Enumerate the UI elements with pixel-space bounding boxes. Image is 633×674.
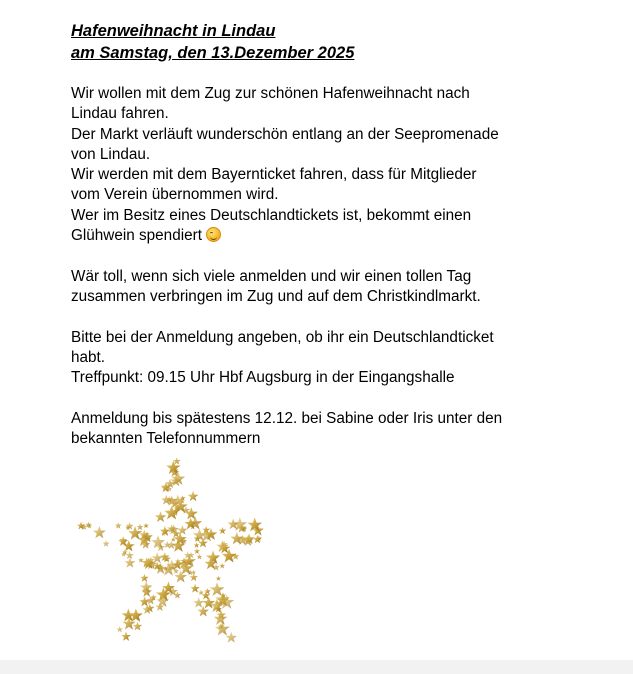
mini-star-icon <box>219 527 227 534</box>
mini-star-icon <box>125 551 133 559</box>
mini-star-icon <box>225 632 237 643</box>
mini-star-icon <box>190 584 199 593</box>
text-line: Anmeldung bis spätestens 12.12. bei Sabine oder Iris unter den <box>71 409 503 427</box>
text-line: von Lindau. <box>71 145 151 163</box>
mini-star-icon <box>193 597 204 607</box>
mini-star-icon <box>194 542 200 547</box>
title-line-1: Hafenweihnacht in Lindau <box>71 22 276 40</box>
mini-star-icon <box>140 574 148 582</box>
text-line: bekannten Telefonnummern <box>71 430 261 448</box>
mini-star-icon <box>139 596 150 606</box>
star-cluster <box>77 457 264 642</box>
title-line-2: am Samstag, den 13.Dezember 2025 <box>71 44 355 62</box>
text-line: zusammen verbringen im Zug und auf dem Christkindlmarkt. <box>71 287 481 305</box>
document-title <box>71 20 354 64</box>
mini-star-icon <box>198 538 208 547</box>
mini-star-icon <box>143 523 149 528</box>
mini-star-icon <box>197 606 209 617</box>
text-line: Bitte bei der Anmeldung angeben, ob ihr ein Deutschlandticket <box>71 328 494 346</box>
mini-star-icon <box>190 573 198 581</box>
document-body <box>71 84 591 470</box>
mini-star-icon <box>194 548 200 554</box>
mini-star-icon <box>253 535 262 543</box>
text-line: Treffpunkt: 09.15 Uhr Hbf Augsburg in der Eingangshalle <box>71 369 455 387</box>
mini-star-icon <box>121 632 131 641</box>
mini-star-icon <box>124 557 135 567</box>
mini-star-icon <box>216 576 221 581</box>
text-line: vom Verein übernommen wird. <box>71 186 279 204</box>
mini-star-icon <box>151 552 162 563</box>
text-line: Wär toll, wenn sich viele anmelden und wir einen tollen Tag <box>71 267 472 285</box>
mini-star-icon <box>116 626 123 632</box>
paragraph-invitation <box>71 267 591 308</box>
mini-star-icon <box>196 554 202 560</box>
golden-star-of-stars-icon <box>60 440 300 655</box>
mini-star-icon <box>188 491 199 501</box>
paragraph-meeting-point <box>71 328 591 389</box>
text-line: Der Markt verläuft wunderschön entlang an der Seepromenade <box>71 125 499 143</box>
winking-smiley-icon <box>206 227 221 242</box>
mini-star-icon <box>156 595 169 607</box>
mini-star-icon <box>136 524 143 531</box>
mini-star-icon <box>155 511 167 522</box>
mini-star-icon <box>198 590 204 596</box>
text-line: Wer im Besitz eines Deutschlandtickets ist, bekommt einen <box>71 206 472 224</box>
mini-star-icon <box>115 522 122 529</box>
text-line: Lindau fahren. <box>71 105 169 123</box>
paragraph-intro <box>71 84 591 246</box>
mini-star-icon <box>102 540 109 547</box>
text-line: Wir wollen mit dem Zug zur schönen Hafenweihnacht nach <box>71 85 470 102</box>
text-line: Wir werden mit dem Bayernticket fahren, dass für Mitglieder <box>71 166 477 184</box>
mini-star-icon <box>93 526 106 538</box>
text-line: Glühwein spendiert <box>71 227 202 245</box>
text-line: habt. <box>71 348 106 366</box>
page-bottom-edge <box>0 660 633 674</box>
mini-star-icon <box>167 541 176 549</box>
mini-star-icon <box>219 563 225 569</box>
text-line-with-emoji <box>71 226 591 246</box>
